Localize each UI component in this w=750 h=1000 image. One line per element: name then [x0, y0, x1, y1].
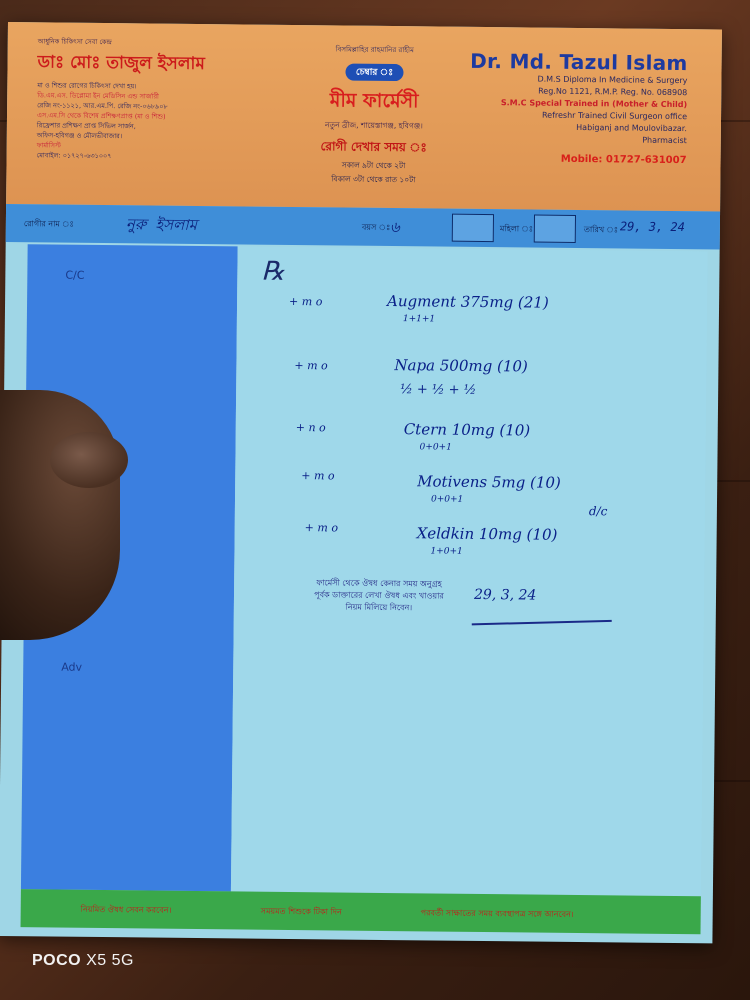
dose-schedule: 1+1+1 — [402, 314, 436, 325]
medicine-form: + m o — [304, 521, 339, 535]
left-line: অফিস-হবিগঞ্জ ও মৌলভীবাজার। — [36, 131, 123, 141]
medicine-form: + n o — [295, 421, 326, 435]
prescription-area — [231, 246, 708, 896]
bismillah-text: বিসমিল্লাহির রাহমানির রাহীম — [335, 45, 414, 55]
medicine-line: Motivens 5mg (10) — [417, 472, 561, 492]
qualification-line: D.M.S Diploma In Medicine & Surgery — [537, 74, 688, 86]
visiting-hours-morning: সকাল ৯টা থেকে ২টা — [341, 160, 406, 171]
camera-model: X5 5G — [86, 952, 134, 969]
chamber-badge: চেম্বার ঃ — [346, 64, 403, 82]
signature-date: 29, 3, 24 — [473, 586, 537, 604]
footer-reminder: পরবর্তী সাক্ষাতের সময় ব্যবস্থাপত্র সঙ্গে আনবেন। — [420, 908, 574, 919]
age-box — [452, 214, 494, 242]
pharmacist-line: Pharmacist — [642, 135, 687, 146]
dose-schedule: 0+0+1 — [430, 494, 464, 505]
location-line: Habiganj and Moulovibazar. — [576, 122, 687, 134]
pharmacy-name: মীম ফার্মেসী — [329, 89, 419, 113]
camera-watermark — [32, 952, 134, 970]
dose-schedule: 1+0+1 — [430, 546, 463, 557]
thumb-tip — [50, 432, 128, 488]
left-line: রেজি নং-১১২১, আর.এম.পি. রেজি নং-০৬৮৯০৮ — [37, 101, 168, 111]
patient-name-label: রোগীর নাম ঃ — [23, 219, 74, 229]
mobile-number: Mobile: 01727-631007 — [560, 153, 687, 167]
hand-holding-paper — [0, 390, 120, 640]
left-line: মোবাইল: ০১৭২৭-৬৩১০০৭ — [36, 151, 112, 161]
chamber-info — [298, 43, 449, 188]
visiting-hours-evening: বিকাল ৩টা থেকে রাত ১০টা — [331, 174, 416, 185]
dose-schedule: ½ + ½ + ½ — [400, 382, 477, 398]
visiting-hours-title: রোগী দেখার সময় ঃ — [320, 139, 427, 155]
left-line: ফার্মাসিস্ট — [36, 141, 61, 150]
registration-line: Reg.No 1121, R.M.P. Reg. No. 068908 — [538, 86, 688, 98]
doctor-info-bangla — [37, 36, 278, 163]
patient-name-value: নুরু ইসলাম — [125, 215, 198, 234]
discontinue-note: d/c — [588, 504, 608, 519]
advice-label: Adv — [61, 660, 83, 674]
medicine-line: Xeldkin 10mg (10) — [416, 524, 558, 544]
training-line: Refreshr Trained Civil Surgeon office — [541, 110, 688, 122]
footer-reminder: নিয়মিত ঔষধ সেবন করবেন। — [80, 904, 172, 915]
footer-reminders — [21, 889, 701, 934]
date-label: তারিখ ঃ — [583, 225, 619, 235]
pharmacy-instruction-note: ফার্মেসী থেকে ঔষধ কেনার সময় অনুগ্রহ পূর্বক ডাক্তারের লেখা ঔষধ এবং খাওয়ার নিয়ম মিলিয়ে নিবেন। — [314, 578, 444, 613]
doctor-name-english: Dr. Md. Tazul Islam — [470, 48, 688, 76]
medicine-line: Napa 500mg (10) — [394, 356, 528, 376]
left-line: রিফ্রেশার প্রশিক্ষণ প্রাপ্ত সিভিল সার্জন, — [36, 121, 136, 131]
letterhead — [6, 22, 722, 211]
left-line: ডি.এম.এস. ডিপ্লোমা ইন মেডিসিন এন্ড সার্জারী — [37, 91, 159, 101]
signature-line — [472, 620, 612, 625]
chief-complaint-label: C/C — [65, 268, 85, 282]
doctor-info-english — [437, 49, 688, 167]
age-value: ৬ — [389, 218, 400, 237]
medicine-form: + m o — [301, 469, 335, 483]
camera-brand: POCO — [32, 952, 82, 969]
sex-box — [534, 215, 576, 243]
medicine-form: + m o — [289, 294, 323, 309]
left-tagline: আধুনিক চিকিৎসা সেবা কেন্দ্র — [37, 37, 112, 47]
pharmacy-address: নতুন ব্রীজ, শায়েস্তাগঞ্জ, হবিগঞ্জ। — [324, 120, 423, 131]
sex-label: মহিলা ঃ — [499, 224, 534, 234]
medicine-form: + m o — [294, 359, 328, 373]
medicine-line: Augment 375mg (21) — [387, 291, 549, 312]
rx-symbol: ℞ — [261, 256, 285, 287]
left-line: মা ও শিশুর রোগের চিকিৎসা দেখা হয়। — [37, 81, 137, 91]
medicine-line: Ctern 10mg (10) — [403, 420, 531, 440]
footer-reminder: সময়মত শিশুকে টিকা দিন — [260, 906, 342, 917]
left-line: এস.এম.সি থেকে বিশেষ প্রশিক্ষণপ্রাপ্ত (মা ও শিশু) — [36, 111, 166, 121]
patient-info-bar — [6, 204, 720, 249]
training-line: S.M.C Special Trained in (Mother & Child) — [500, 98, 688, 110]
dose-schedule: 0+0+1 — [419, 442, 452, 453]
date-value: 29, 3, 24 — [619, 219, 685, 235]
age-label: বয়স ঃ — [361, 222, 391, 233]
doctor-name-bangla: ডাঃ মোঃ তাজুল ইসলাম — [37, 52, 205, 75]
